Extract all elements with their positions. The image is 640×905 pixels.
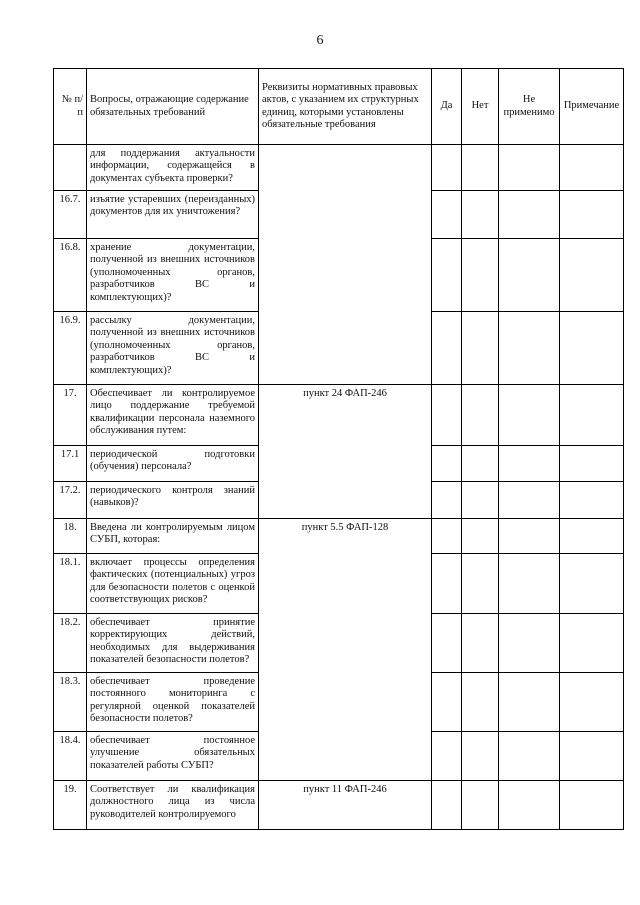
- no-cell[interactable]: [462, 554, 499, 614]
- row-number: 18.3.: [54, 673, 87, 732]
- note-cell[interactable]: [560, 781, 624, 830]
- row-number: 17.2.: [54, 482, 87, 519]
- note-cell[interactable]: [560, 312, 624, 385]
- yes-cell[interactable]: [432, 614, 462, 673]
- not-applicable-cell[interactable]: [499, 145, 560, 191]
- table-row: [54, 781, 624, 830]
- row-question: периодической подготовки (обучения) персонала?: [87, 446, 259, 482]
- yes-cell[interactable]: [432, 519, 462, 554]
- row-question: изъятие устаревших (переизданных) документов для их уничтожения?: [87, 191, 259, 239]
- no-cell[interactable]: [462, 239, 499, 312]
- table-row: [54, 145, 624, 191]
- no-cell[interactable]: [462, 781, 499, 830]
- not-applicable-cell[interactable]: [499, 519, 560, 554]
- note-cell[interactable]: [560, 554, 624, 614]
- no-cell[interactable]: [462, 191, 499, 239]
- row-question: обеспечивает проведение постоянного мониторинга с регулярной оценкой показателей безопасности полетов?: [87, 673, 259, 732]
- table-row: [54, 519, 624, 554]
- not-applicable-cell[interactable]: [499, 614, 560, 673]
- note-cell[interactable]: [560, 519, 624, 554]
- yes-cell[interactable]: [432, 239, 462, 312]
- row-requisite: [259, 145, 432, 385]
- no-cell[interactable]: [462, 385, 499, 446]
- yes-cell[interactable]: [432, 191, 462, 239]
- header-no: Нет: [462, 69, 499, 145]
- row-question: рассылку документации, полученной из внешних источников (уполномоченных органов, разработчиков ВС и комплектующих)?: [87, 312, 259, 385]
- note-cell[interactable]: [560, 145, 624, 191]
- row-question: обеспечивает постоянное улучшение обязательных показателей работы СУБП?: [87, 732, 259, 781]
- row-number: 16.8.: [54, 239, 87, 312]
- not-applicable-cell[interactable]: [499, 312, 560, 385]
- no-cell[interactable]: [462, 614, 499, 673]
- no-cell[interactable]: [462, 312, 499, 385]
- row-question: включает процессы определения фактических (потенциальных) угроз для безопасности полетов с оценкой соответствующих рисков?: [87, 554, 259, 614]
- row-question: периодического контроля знаний (навыков)?: [87, 482, 259, 519]
- yes-cell[interactable]: [432, 312, 462, 385]
- note-cell[interactable]: [560, 239, 624, 312]
- yes-cell[interactable]: [432, 732, 462, 781]
- no-cell[interactable]: [462, 482, 499, 519]
- not-applicable-cell[interactable]: [499, 673, 560, 732]
- no-cell[interactable]: [462, 519, 499, 554]
- note-cell[interactable]: [560, 732, 624, 781]
- no-cell[interactable]: [462, 673, 499, 732]
- row-question: для поддержания актуальности информации, содержащейся в документах субъекта проверки?: [87, 145, 259, 191]
- header-note: Примечание: [560, 69, 624, 145]
- row-question: Соответствует ли квалификация должностного лица из числа руководителей контролируемого: [87, 781, 259, 830]
- row-question: Обеспечивает ли контролируемое лицо поддержание требуемой квалификации персонала наземного обслуживания путем:: [87, 385, 259, 446]
- yes-cell[interactable]: [432, 145, 462, 191]
- note-cell[interactable]: [560, 446, 624, 482]
- row-requisite: пункт 24 ФАП-246: [259, 385, 432, 519]
- not-applicable-cell[interactable]: [499, 385, 560, 446]
- header-requisites: Реквизиты нормативных правовых актов, с указанием их структурных единиц, которыми установлены обязательные требования: [259, 69, 432, 145]
- header-question: Вопросы, отражающие содержание обязательных требований: [87, 69, 259, 145]
- no-cell[interactable]: [462, 446, 499, 482]
- row-question: хранение документации, полученной из внешних источников (уполномоченных органов, разработчиков ВС и комплектующих)?: [87, 239, 259, 312]
- no-cell[interactable]: [462, 145, 499, 191]
- row-number: 16.7.: [54, 191, 87, 239]
- no-cell[interactable]: [462, 732, 499, 781]
- row-number: [54, 145, 87, 191]
- checklist-table: [53, 68, 624, 830]
- note-cell[interactable]: [560, 614, 624, 673]
- not-applicable-cell[interactable]: [499, 482, 560, 519]
- row-number: 18.1.: [54, 554, 87, 614]
- not-applicable-cell[interactable]: [499, 732, 560, 781]
- not-applicable-cell[interactable]: [499, 446, 560, 482]
- not-applicable-cell[interactable]: [499, 239, 560, 312]
- note-cell[interactable]: [560, 191, 624, 239]
- yes-cell[interactable]: [432, 446, 462, 482]
- note-cell[interactable]: [560, 482, 624, 519]
- not-applicable-cell[interactable]: [499, 191, 560, 239]
- table-row: [54, 385, 624, 446]
- note-cell[interactable]: [560, 385, 624, 446]
- row-number: 16.9.: [54, 312, 87, 385]
- header-yes: Да: [432, 69, 462, 145]
- row-number: 17.1: [54, 446, 87, 482]
- not-applicable-cell[interactable]: [499, 781, 560, 830]
- row-number: 18.2.: [54, 614, 87, 673]
- header-not-applicable: Не применимо: [499, 69, 560, 145]
- row-number: 18.: [54, 519, 87, 554]
- table-header-row: [54, 69, 624, 145]
- not-applicable-cell[interactable]: [499, 554, 560, 614]
- yes-cell[interactable]: [432, 554, 462, 614]
- row-number: 18.4.: [54, 732, 87, 781]
- row-number: 17.: [54, 385, 87, 446]
- row-requisite: пункт 11 ФАП-246: [259, 781, 432, 830]
- yes-cell[interactable]: [432, 385, 462, 446]
- row-number: 19.: [54, 781, 87, 830]
- row-question: Введена ли контролируемым лицом СУБП, которая:: [87, 519, 259, 554]
- row-requisite: пункт 5.5 ФАП-128: [259, 519, 432, 781]
- yes-cell[interactable]: [432, 781, 462, 830]
- note-cell[interactable]: [560, 673, 624, 732]
- yes-cell[interactable]: [432, 482, 462, 519]
- yes-cell[interactable]: [432, 673, 462, 732]
- row-question: обеспечивает принятие корректирующих действий, необходимых для выдерживания показателей безопасности полетов?: [87, 614, 259, 673]
- page-number: 6: [316, 33, 324, 48]
- header-num: № п/п: [54, 69, 87, 145]
